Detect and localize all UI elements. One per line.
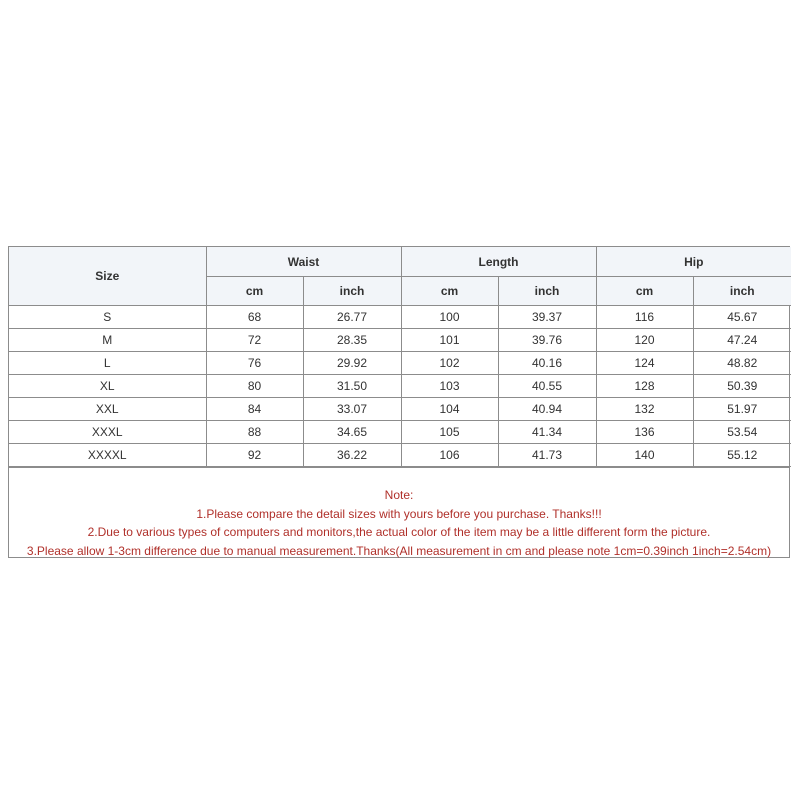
hip-cm-cell: 124 xyxy=(596,352,693,375)
waist-inch-cell: 33.07 xyxy=(303,398,401,421)
hip-inch-cell: 51.97 xyxy=(693,398,791,421)
waist-cm-header: cm xyxy=(206,277,303,306)
size-cell: M xyxy=(9,329,206,352)
hip-cm-cell: 136 xyxy=(596,421,693,444)
hip-cm-cell: 120 xyxy=(596,329,693,352)
length-inch-cell: 40.16 xyxy=(498,352,596,375)
length-inch-cell: 40.94 xyxy=(498,398,596,421)
waist-cm-cell: 72 xyxy=(206,329,303,352)
hip-cm-cell: 128 xyxy=(596,375,693,398)
length-cm-cell: 102 xyxy=(401,352,498,375)
hip-cm-header: cm xyxy=(596,277,693,306)
hip-inch-header: inch xyxy=(693,277,791,306)
table-row xyxy=(9,398,791,421)
length-inch-header: inch xyxy=(498,277,596,306)
waist-inch-cell: 34.65 xyxy=(303,421,401,444)
waist-inch-cell: 36.22 xyxy=(303,444,401,467)
size-cell: XXXL xyxy=(9,421,206,444)
waist-cm-cell: 92 xyxy=(206,444,303,467)
waist-cm-cell: 88 xyxy=(206,421,303,444)
length-cm-cell: 105 xyxy=(401,421,498,444)
waist-inch-cell: 26.77 xyxy=(303,306,401,329)
hip-inch-cell: 45.67 xyxy=(693,306,791,329)
length-cm-cell: 103 xyxy=(401,375,498,398)
hip-inch-cell: 55.12 xyxy=(693,444,791,467)
length-cm-header: cm xyxy=(401,277,498,306)
size-column-header: Size xyxy=(9,247,206,306)
waist-inch-cell: 31.50 xyxy=(303,375,401,398)
note-line-2: 2.Due to various types of computers and monitors,the actual color of the item may be a little different form the picture. xyxy=(87,525,711,539)
hip-inch-cell: 48.82 xyxy=(693,352,791,375)
hip-cm-cell: 140 xyxy=(596,444,693,467)
length-cm-cell: 106 xyxy=(401,444,498,467)
waist-inch-cell: 28.35 xyxy=(303,329,401,352)
notes-title: Note: xyxy=(384,488,414,502)
length-inch-cell: 41.34 xyxy=(498,421,596,444)
table-row xyxy=(9,306,791,329)
size-cell: XXXXL xyxy=(9,444,206,467)
length-inch-cell: 41.73 xyxy=(498,444,596,467)
size-cell: L xyxy=(9,352,206,375)
hip-inch-cell: 53.54 xyxy=(693,421,791,444)
size-cell: XXL xyxy=(9,398,206,421)
waist-cm-cell: 80 xyxy=(206,375,303,398)
group-header-row xyxy=(9,247,791,277)
size-table xyxy=(9,247,791,467)
waist-cm-cell: 76 xyxy=(206,352,303,375)
table-row xyxy=(9,352,791,375)
hip-inch-cell: 50.39 xyxy=(693,375,791,398)
table-row xyxy=(9,329,791,352)
length-group-header: Length xyxy=(401,247,596,277)
waist-group-header: Waist xyxy=(206,247,401,277)
length-inch-cell: 39.37 xyxy=(498,306,596,329)
length-cm-cell: 104 xyxy=(401,398,498,421)
notes-section xyxy=(9,467,789,557)
hip-cm-cell: 116 xyxy=(596,306,693,329)
size-cell: XL xyxy=(9,375,206,398)
waist-cm-cell: 84 xyxy=(206,398,303,421)
length-cm-cell: 101 xyxy=(401,329,498,352)
waist-inch-header: inch xyxy=(303,277,401,306)
table-row xyxy=(9,421,791,444)
length-inch-cell: 39.76 xyxy=(498,329,596,352)
table-row xyxy=(9,375,791,398)
length-cm-cell: 100 xyxy=(401,306,498,329)
size-table-body xyxy=(9,306,791,467)
note-line-1: 1.Please compare the detail sizes with yours before you purchase. Thanks!!! xyxy=(196,506,602,521)
hip-inch-cell: 47.24 xyxy=(693,329,791,352)
size-cell: S xyxy=(9,306,206,329)
table-row xyxy=(9,444,791,467)
waist-cm-cell: 68 xyxy=(206,306,303,329)
hip-cm-cell: 132 xyxy=(596,398,693,421)
note-line-3: 3.Please allow 1-3cm difference due to manual measurement.Thanks(All measurement in cm and please note 1cm=0.39inch 1inch=2.54cm) xyxy=(26,543,772,558)
length-inch-cell: 40.55 xyxy=(498,375,596,398)
size-chart xyxy=(8,246,790,558)
waist-inch-cell: 29.92 xyxy=(303,352,401,375)
hip-group-header: Hip xyxy=(596,247,791,277)
